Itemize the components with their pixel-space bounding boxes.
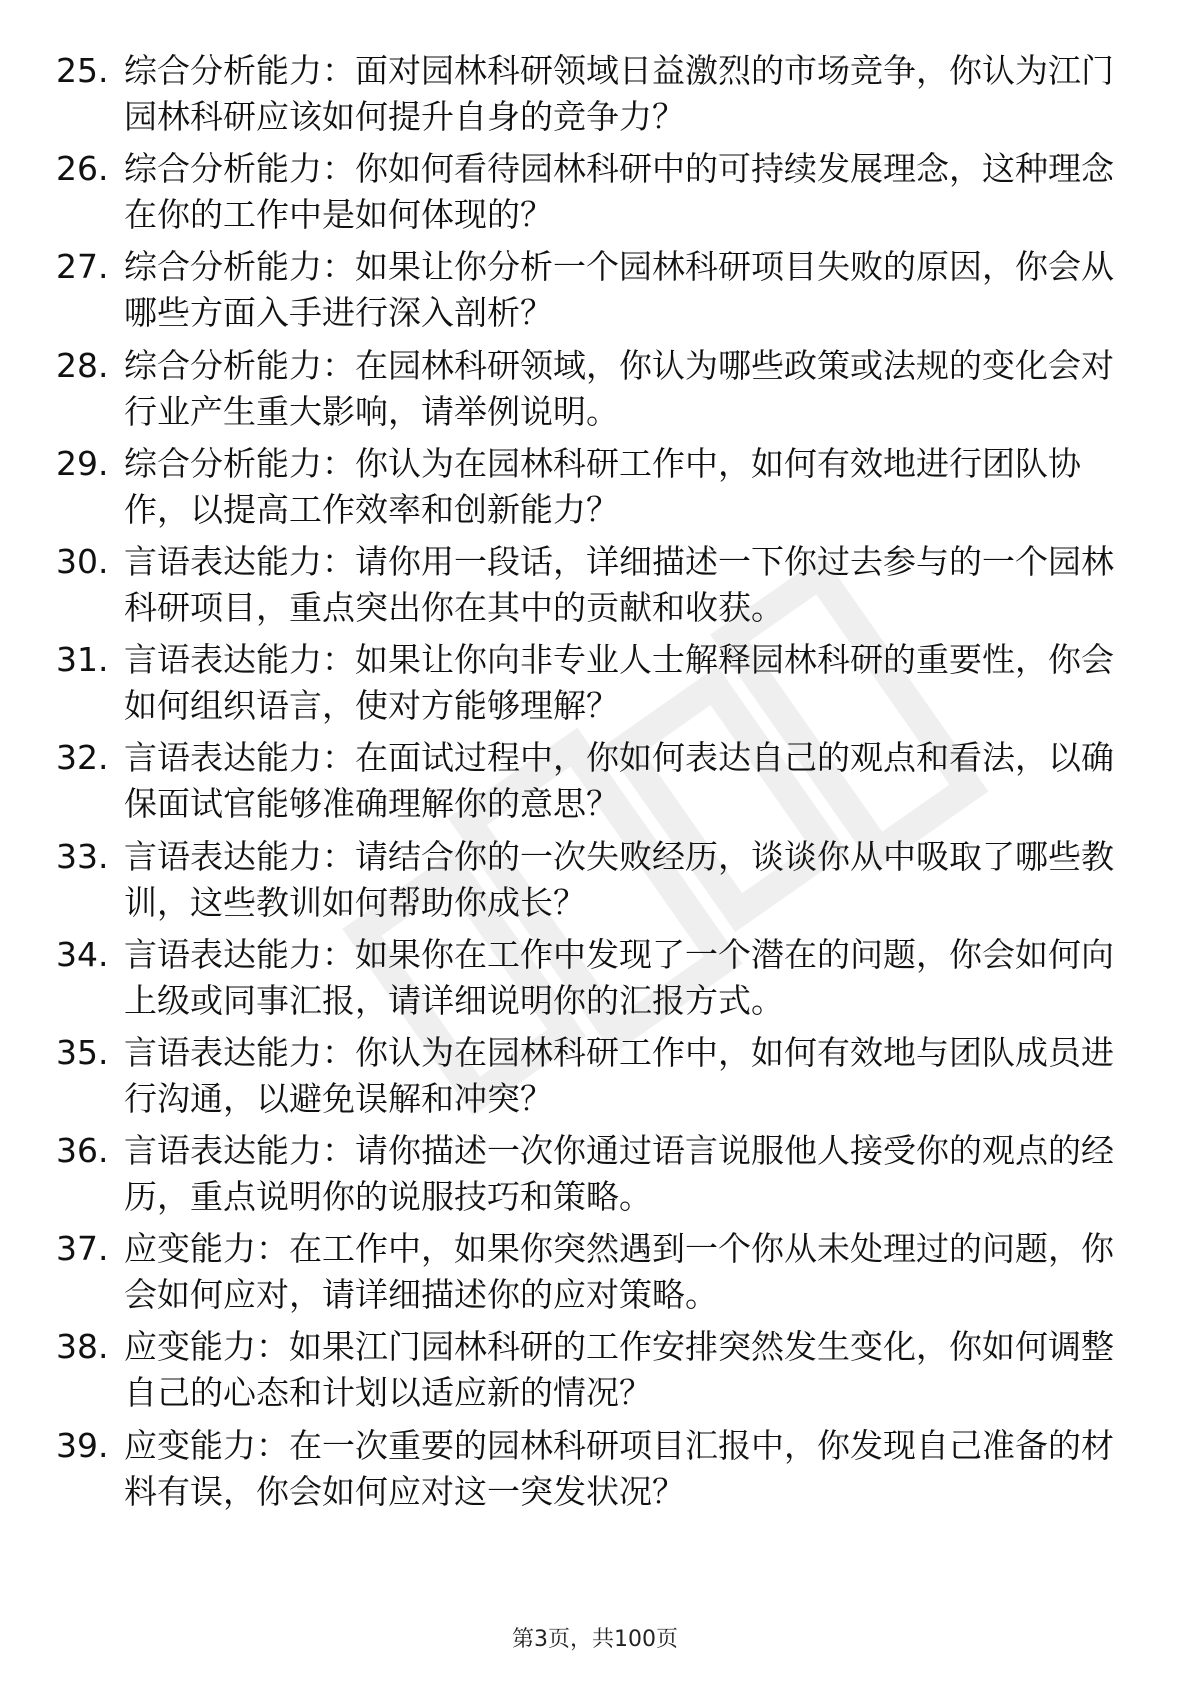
question-number: 25. <box>56 51 109 90</box>
question-text: 言语表达能力：你认为在园林科研工作中，如何有效地与团队成员进行沟通，以避免误解和冲突？ <box>124 1032 1114 1118</box>
question-item <box>56 244 1134 342</box>
question-text: 综合分析能力：在园林科研领域，你认为哪些政策或法规的变化会对行业产生重大影响，请举例说明。 <box>124 345 1114 431</box>
question-number: 35. <box>56 1032 109 1072</box>
question-text: 言语表达能力：请你用一段话，详细描述一下你过去参与的一个园林科研项目，重点突出你在其中的贡献和收获。 <box>124 541 1114 627</box>
question-item <box>56 146 1134 244</box>
question-text: 言语表达能力：如果让你向非专业人士解释园林科研的重要性，你会如何组织语言，使对方能够理解？ <box>124 640 1114 726</box>
question-text: 应变能力：在工作中，如果你突然遇到一个你从未处理过的问题，你会如何应对，请详细描述你的应对策略。 <box>124 1229 1114 1315</box>
question-text: 应变能力：如果江门园林科研的工作安排突然发生变化，你如何调整自己的心态和计划以适应新的情况？ <box>124 1327 1114 1413</box>
question-item <box>56 637 1134 735</box>
question-item <box>56 735 1134 833</box>
question-text: 言语表达能力：如果你在工作中发现了一个潜在的问题，你会如何向上级或同事汇报，请详细说明你的汇报方式。 <box>124 934 1114 1020</box>
question-item <box>56 932 1134 1030</box>
question-number: 39. <box>56 1425 109 1465</box>
question-text: 综合分析能力：如果让你分析一个园林科研项目失败的原因，你会从哪些方面入手进行深入剖析？ <box>124 247 1114 333</box>
question-number: 30. <box>56 541 109 581</box>
question-item <box>56 1324 1134 1422</box>
question-item <box>56 1226 1134 1324</box>
question-text: 综合分析能力：面对园林科研领域日益激烈的市场竞争，你认为江门园林科研应该如何提升自身的竞争力？ <box>124 51 1114 136</box>
question-number: 37. <box>56 1229 109 1269</box>
question-number: 26. <box>56 149 109 189</box>
question-item <box>56 1128 1134 1226</box>
question-item <box>56 48 1134 146</box>
question-list <box>56 48 1134 1521</box>
question-number: 29. <box>56 443 109 483</box>
question-number: 38. <box>56 1327 109 1367</box>
question-number: 36. <box>56 1131 109 1171</box>
question-number: 28. <box>56 345 109 385</box>
question-item <box>56 343 1134 441</box>
question-number: 33. <box>56 836 109 876</box>
question-item <box>56 441 1134 539</box>
page-number-label: 第3页，共100页 <box>512 1627 678 1652</box>
question-text: 应变能力：在一次重要的园林科研项目汇报中，你发现自己准备的材料有误，你会如何应对这一突发状况？ <box>124 1425 1114 1511</box>
question-number: 32. <box>56 738 109 778</box>
question-item <box>56 1423 1134 1521</box>
question-item <box>56 1030 1134 1128</box>
question-text: 言语表达能力：在面试过程中，你如何表达自己的观点和看法，以确保面试官能够准确理解你的意思？ <box>124 738 1114 824</box>
question-number: 34. <box>56 934 109 974</box>
question-number: 31. <box>56 640 109 680</box>
question-text: 言语表达能力：请你描述一次你通过语言说服他人接受你的观点的经历，重点说明你的说服技巧和策略。 <box>124 1131 1114 1217</box>
question-text: 言语表达能力：请结合你的一次失败经历，谈谈你从中吸取了哪些教训，这些教训如何帮助你成长？ <box>124 836 1114 922</box>
question-item <box>56 834 1134 932</box>
question-text: 综合分析能力：你认为在园林科研工作中，如何有效地进行团队协作，以提高工作效率和创新能力？ <box>124 443 1081 529</box>
question-number: 27. <box>56 247 109 287</box>
question-text: 综合分析能力：你如何看待园林科研中的可持续发展理念，这种理念在你的工作中是如何体现的？ <box>124 149 1114 235</box>
question-item <box>56 539 1134 637</box>
page-footer <box>0 1622 1190 1653</box>
